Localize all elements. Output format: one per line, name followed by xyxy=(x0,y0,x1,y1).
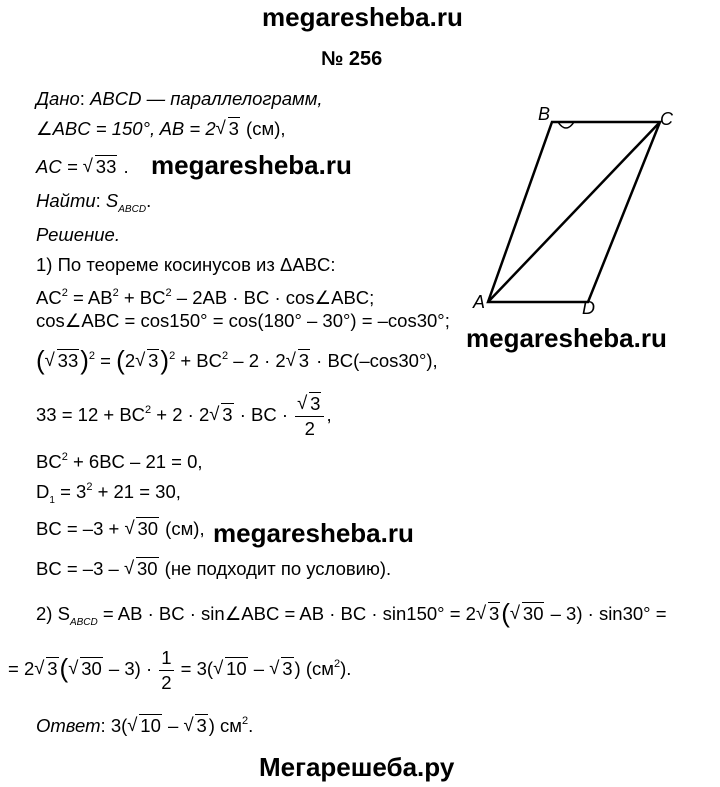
watermark-1: megaresheba.ru xyxy=(151,150,352,180)
vertex-c-label: C xyxy=(660,109,673,129)
fraction-one-half: $\frac{1}{2}$ xyxy=(161,646,172,693)
given-angle: ABC = 150°, AB = 2 xyxy=(52,118,216,139)
given-line-3 xyxy=(36,156,129,178)
watermark-3: megaresheba.ru xyxy=(213,518,414,548)
root-2-line: BC = –3 – √ 30 (не подходит по условию). xyxy=(36,558,391,580)
given-unit: (см), xyxy=(240,118,286,139)
diagonal-ac xyxy=(488,122,660,302)
vertex-a-label: A xyxy=(473,292,486,312)
given-line-2: ∠ABC = 150°, AB = 2√ 3 (см), xyxy=(36,118,286,140)
sqrt-33: √ 33 xyxy=(83,156,118,178)
solution-label: Решение. xyxy=(36,224,120,245)
footer-watermark: Мегарешеба.ру xyxy=(259,752,455,782)
given-statement: ABCD — параллелограмм, xyxy=(90,88,323,109)
answer-line: Ответ: 3(√ 10 – √ 3 ) $см^2$. xyxy=(36,710,253,737)
area-line-1: 2) $S_{ABCD}$ = AB · BC · sin∠ABC = AB · BC · sin150° = 2√ 3(√ 30 – 3) · sin30° = xyxy=(36,602,667,634)
header-watermark: megaresheba.ru xyxy=(262,2,463,32)
quadratic-line: $BC^2 + 6BC - 21 = 0$, xyxy=(36,451,203,472)
given-line-1: Дано: ABCD — параллелограмм, xyxy=(36,88,323,109)
find-line: Найти: $S_{ABCD}$. xyxy=(36,190,152,215)
fraction-sqrt3-over-2: √ $\frac{3}{2}$ xyxy=(295,392,324,441)
step1-title: 1) По теореме косинусов из ΔABC: xyxy=(36,254,336,275)
given-label: Дано xyxy=(36,88,80,109)
vertex-d-label: D xyxy=(582,298,595,318)
find-sub: ABCD xyxy=(118,204,147,215)
sqrt-3: √ 3 xyxy=(216,118,240,140)
discriminant-line: $D_1 = 3^2 + 21 = 30$, xyxy=(36,481,181,506)
find-end: . xyxy=(146,190,152,211)
watermark-2: megaresheba.ru xyxy=(466,323,667,353)
parallelogram-figure xyxy=(470,100,700,330)
given-dot: . xyxy=(118,156,129,177)
vertex-b-label: B xyxy=(538,104,551,124)
cos-value-line: cos∠ABC = cos150° = cos(180° – 30°) = –cos30°; xyxy=(36,310,450,331)
given-ac: AC = xyxy=(36,156,83,177)
numeric-line: $33 = 12 + BC^2 + 2 \cdot 2√$ 3 · BC · √ $\frac{3}{2}$ , xyxy=(36,386,332,441)
problem-number: № 256 xyxy=(321,48,383,70)
cos-law-line: $AC^2 = AB^2 + BC^2 - 2AB$ · BC · cos∠ABC; xyxy=(36,287,375,308)
root-1-line: BC = –3 + √ 30 (см), xyxy=(36,518,205,540)
find-label: Найти xyxy=(36,190,96,211)
answer-label: Ответ xyxy=(36,715,101,736)
find-s: S xyxy=(105,190,119,211)
area-line-2: = 2√ 3(√ 30 – 3) · $\frac{1}{2}$ = 3(√ 10 – √ 3 ) $(см^2)$. xyxy=(8,640,351,695)
substitution-line: (√ 33)$^2$ = (2√ $3)^2 + BC^2 - 2 \cdot 2√$ 3 · BC(–cos30°), xyxy=(36,345,438,372)
